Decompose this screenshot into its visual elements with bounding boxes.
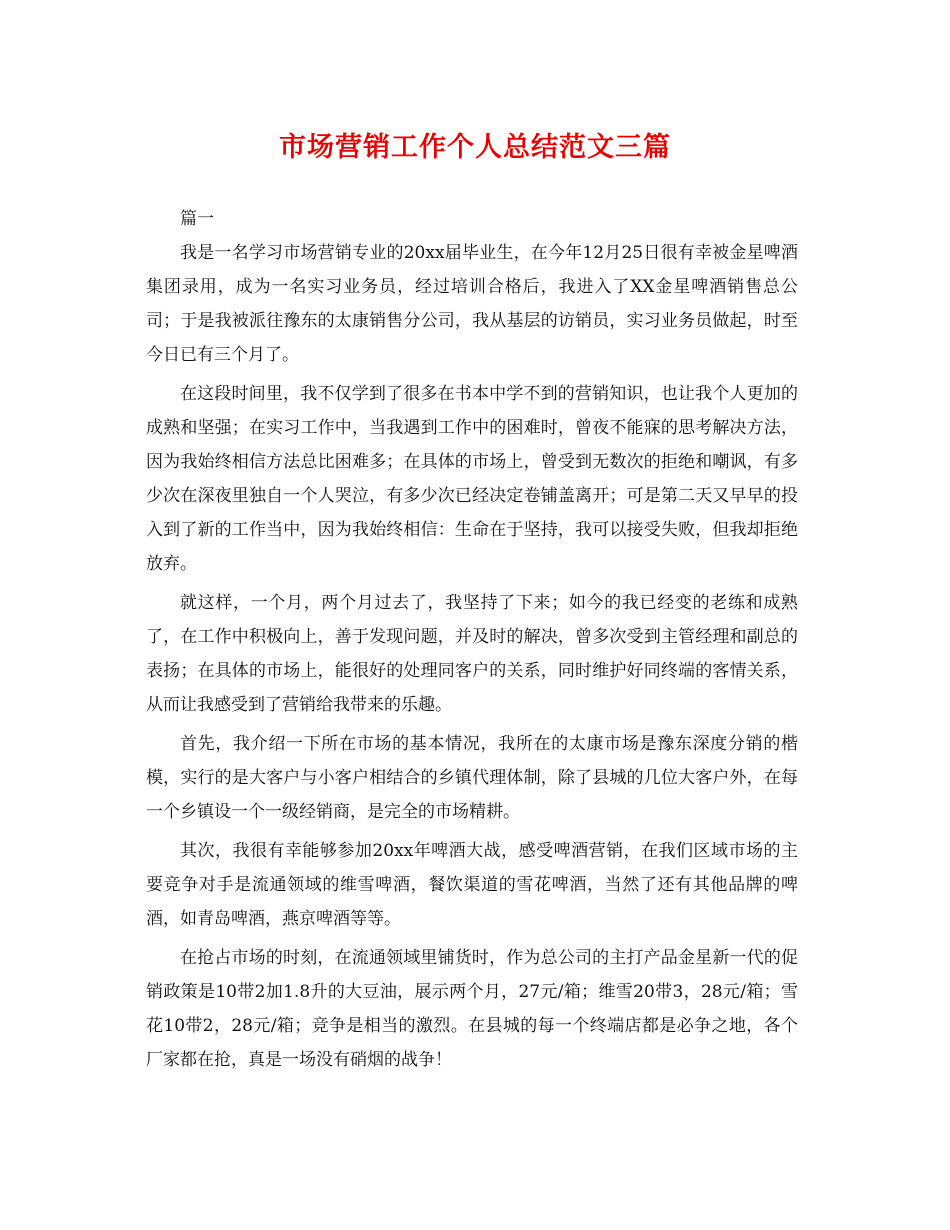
paragraph-2: 在这段时间里，我不仅学到了很多在书本中学不到的营销知识，也让我个人更加的成熟和坚强；在实习工作中，当我遇到工作中的困难时，曾夜不能寐的思考解决方法，因为我始终相信方法总比困难多；在具体的市场上，曾受到无数次的拒绝和嘲讽，有多少次在深夜里独自一个人哭泣，有多少次已经决定卷铺盖离开；可是第二天又早早的投入到了新的工作当中，因为我始终相信：生命在于坚持，我可以接受失败，但我却拒绝放弃。 [146,384,798,574]
document-body [146,202,798,1082]
paragraph-4: 首先，我介绍一下所在市场的基本情况，我所在的太康市场是豫东深度分销的楷模，实行的是大客户与小客户相结合的乡镇代理体制，除了县城的几位大客户外，在每一个乡镇设一个一级经销商，是完全的市场精耕。 [146,734,798,822]
document-title: 市场营销工作个人总结范文三篇 [279,132,671,163]
paragraph-3: 就这样，一个月，两个月过去了，我坚持了下来；如今的我已经变的老练和成熟了，在工作中积极向上，善于发现问题，并及时的解决，曾多次受到主管经理和副总的表扬；在具体的市场上，能很好的处理同客户的关系，同时维护好同终端的客情关系，从而让我感受到了营销给我带来的乐趣。 [146,593,798,715]
section-label: 篇一 [180,209,214,229]
paragraph-6: 在抢占市场的时刻，在流通领域里铺货时，作为总公司的主打产品金星新一代的促销政策是10带2加1.8升的大豆油，展示两个月，27元/箱；维雪20带3，28元/箱；雪花10带2，28元/箱；竞争是相当的激烈。在县城的每一个终端店都是必争之地，各个厂家都在抢，真是一场没有硝烟的战争！ [146,948,798,1070]
paragraph-1: 我是一名学习市场营销专业的20xx届毕业生，在今年12月25日很有幸被金星啤酒集团录用，成为一名实习业务员，经过培训合格后，我进入了XX金星啤酒销售总公司；于是我被派往豫东的太康销售分公司，我从基层的访销员，实习业务员做起，时至今日已有三个月了。 [146,243,798,365]
paragraph-5: 其次，我很有幸能够参加20xx年啤酒大战，感受啤酒营销，在我们区域市场的主要竞争对手是流通领域的维雪啤酒，餐饮渠道的雪花啤酒，当然了还有其他品牌的啤酒，如青岛啤酒，燕京啤酒等等。 [146,841,798,929]
